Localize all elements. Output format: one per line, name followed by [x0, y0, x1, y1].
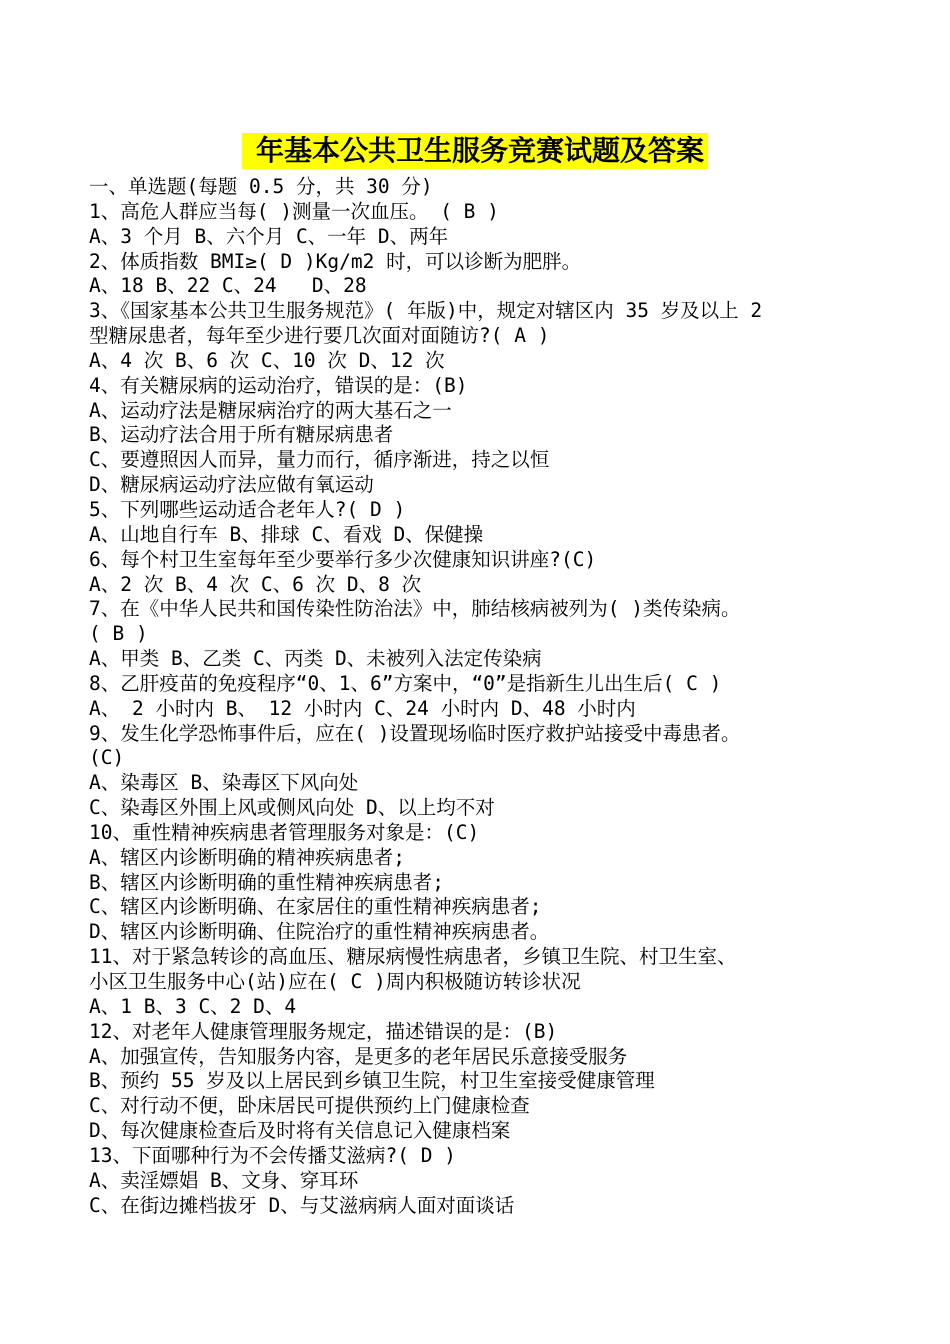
text-line: 1、高危人群应当每( )测量一次血压。 ( B )	[89, 199, 499, 223]
text-line: 4、有关糖尿病的运动治疗，错误的是：(B)	[89, 373, 468, 397]
text-line: 8、乙肝疫苗的免疫程序“0、1、6”方案中，“0”是指新生儿出生后( C )	[89, 671, 722, 695]
text-line: D、每次健康检查后及时将有关信息记入健康档案	[89, 1119, 511, 1143]
document-body	[89, 175, 869, 1218]
text-line: C、要遵照因人而异，量力而行，循序渐进，持之以恒	[89, 448, 550, 472]
text-line: 3、《国家基本公共卫生服务规范》( 年版)中，规定对辖区内 35 岁及以上 2	[89, 299, 763, 323]
text-line: A、辖区内诊断明确的精神疾病患者;	[89, 845, 405, 869]
title-container	[0, 133, 950, 169]
text-line: ( B )	[89, 622, 148, 646]
text-line: A、 2 小时内 B、 12 小时内 C、24 小时内 D、48 小时内	[89, 696, 636, 720]
text-line: 6、每个村卫生室每年至少要举行多少次健康知识讲座?(C)	[89, 547, 597, 571]
text-line: D、糖尿病运动疗法应做有氧运动	[89, 473, 374, 497]
text-line: C、辖区内诊断明确、在家居住的重性精神疾病患者;	[89, 895, 542, 919]
text-line: A、1 B、3 C、2 D、4	[89, 994, 297, 1018]
text-line: C、染毒区外围上风或侧风向处 D、以上均不对	[89, 796, 495, 820]
text-line: B、运动疗法合用于所有糖尿病患者	[89, 423, 394, 447]
text-line: 5、下列哪些运动适合老年人?( D )	[89, 497, 406, 521]
document-title: 年基本公共卫生服务竞赛试题及答案	[242, 133, 708, 169]
text-line: A、加强宣传，告知服务内容，是更多的老年居民乐意接受服务	[89, 1044, 628, 1068]
text-line: A、染毒区 B、染毒区下风向处	[89, 771, 359, 795]
text-line: A、3 个月 B、六个月 C、一年 D、两年	[89, 224, 449, 248]
text-line: 12、对老年人健康管理服务规定，描述错误的是：(B)	[89, 1019, 558, 1043]
text-line: 2、体质指数 BMI≥( D )Kg/m2 时，可以诊断为肥胖。	[89, 249, 582, 273]
text-line: A、甲类 B、乙类 C、丙类 D、未被列入法定传染病	[89, 647, 542, 671]
text-line: A、4 次 B、6 次 C、10 次 D、12 次	[89, 348, 445, 372]
text-line: 7、在《中华人民共和国传染性防治法》中，肺结核病被列为( )类传染病。	[89, 597, 741, 621]
text-line: C、对行动不便，卧床居民可提供预约上门健康检查	[89, 1094, 530, 1118]
text-line: A、2 次 B、4 次 C、6 次 D、8 次	[89, 572, 422, 596]
text-line: 小区卫生服务中心(站)应在( C )周内积极随访转诊状况	[89, 970, 581, 993]
text-line: 9、发生化学恐怖事件后，应在( )设置现场临时医疗救护站接受中毒患者。	[89, 721, 741, 745]
text-line: 一、单选题(每题 0.5 分，共 30 分)	[89, 175, 433, 198]
text-line: B、预约 55 岁及以上居民到乡镇卫生院，村卫生室接受健康管理	[89, 1069, 655, 1093]
text-line: A、卖淫嫖娼 B、文身、穿耳环	[89, 1168, 359, 1192]
text-line: 型糖尿患者，每年至少进行要几次面对面随访?( A )	[89, 324, 550, 348]
text-line: A、运动疗法是糖尿病治疗的两大基石之一	[89, 398, 452, 422]
text-line: 13、下面哪种行为不会传播艾滋病?( D )	[89, 1143, 456, 1167]
text-line: C、在街边摊档拔牙 D、与艾滋病病人面对面谈话	[89, 1193, 515, 1217]
text-line: D、辖区内诊断明确、住院治疗的重性精神疾病患者。	[89, 920, 550, 944]
text-line: A、18 B、22 C、24 D、28	[89, 274, 367, 298]
text-line: 10、重性精神疾病患者管理服务对象是：(C)	[89, 820, 480, 844]
text-line: A、山地自行车 B、排球 C、看戏 D、保健操	[89, 522, 484, 546]
text-line: B、辖区内诊断明确的重性精神疾病患者;	[89, 870, 444, 894]
text-line: 11、对于紧急转诊的高血压、糖尿病慢性病患者，乡镇卫生院、村卫生室、	[89, 945, 737, 969]
text-line: (C)	[89, 746, 125, 770]
